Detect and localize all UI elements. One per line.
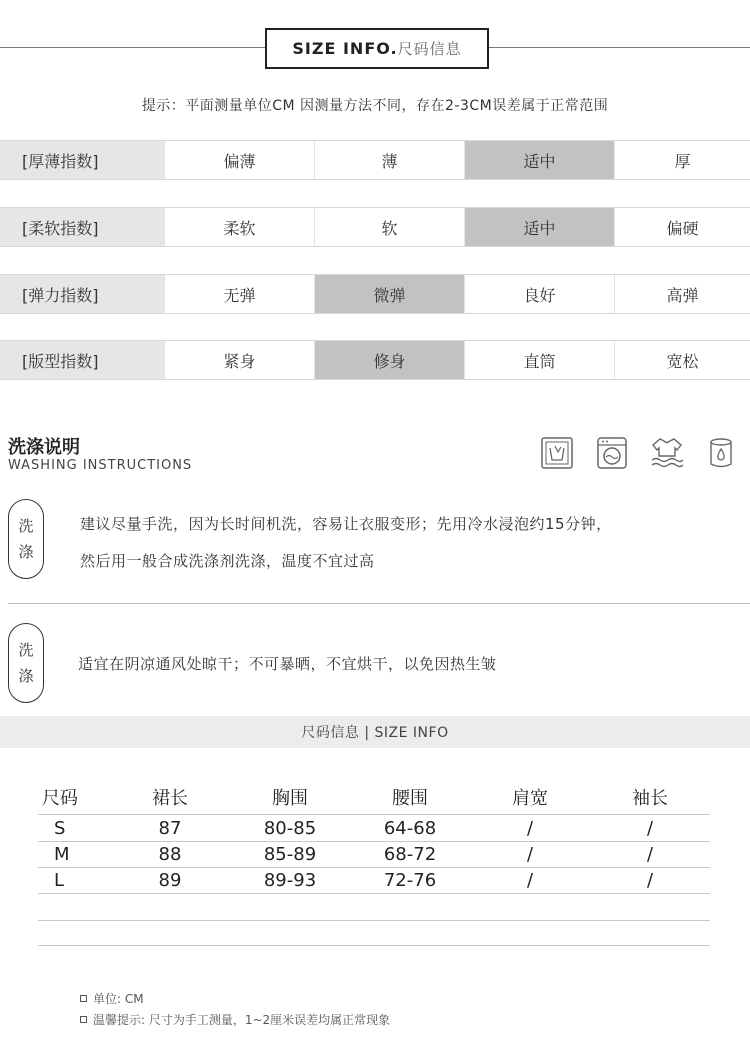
table-cell: / (526, 844, 534, 865)
index-option: 偏硬 (614, 208, 750, 246)
table-cell: 88 (158, 844, 182, 865)
index-option: 良好 (464, 275, 614, 313)
index-option-selected: 微弹 (314, 275, 464, 313)
index-option: 薄 (314, 141, 464, 179)
size-info-band: 尺码信息 | SIZE INFO (0, 716, 750, 748)
index-option: 紧身 (164, 341, 314, 379)
table-cell: 72-76 (383, 870, 437, 891)
table-cell: / (526, 817, 534, 839)
table-rule (38, 945, 710, 946)
index-option: 高弹 (614, 275, 750, 313)
washing-machine-icon (595, 436, 629, 470)
index-row-fit (0, 340, 750, 380)
table-rule (38, 893, 710, 894)
index-option: 无弹 (164, 275, 314, 313)
table-cell: 68-72 (383, 844, 437, 865)
bullet-square-icon (80, 1016, 87, 1023)
column-header: 腰围 (392, 788, 428, 809)
badge-char: 洗 (18, 641, 34, 659)
table-row (38, 815, 710, 841)
index-row-softness (0, 207, 750, 247)
table-cell: 64-68 (383, 817, 437, 839)
detergent-icon (704, 436, 738, 470)
washing-title: 洗涤说明 (8, 437, 80, 458)
bullet-square-icon (80, 995, 87, 1002)
measure-hint: 提示：平面测量单位CM 因测量方法不同，存在2-3CM误差属于正常范围 (141, 98, 609, 114)
index-option: 柔软 (164, 208, 314, 246)
title-en: SIZE INFO. (292, 39, 398, 58)
index-label: [弹力指数] (0, 275, 164, 313)
table-row (38, 842, 710, 867)
column-header: 尺码 (42, 788, 78, 809)
table-cell: 85-89 (263, 844, 317, 865)
badge-char: 涤 (18, 543, 34, 561)
index-row-elasticity (0, 274, 750, 314)
index-label: [版型指数] (0, 341, 164, 379)
footnote-tip (80, 1011, 390, 1028)
table-cell: 89-93 (263, 870, 317, 891)
index-option-selected: 适中 (464, 141, 614, 179)
wash-text-line: 建议尽量手洗，因为长时间机洗，容易让衣服变形；先用冷水浸泡约15分钟， (80, 515, 612, 533)
footnote-text: 单位: CM (93, 992, 144, 1006)
index-label: [厚薄指数] (0, 141, 164, 179)
index-option-selected: 适中 (464, 208, 614, 246)
table-cell: 87 (158, 817, 182, 839)
table-cell: 89 (158, 870, 182, 891)
table-row (38, 868, 710, 893)
size-table (38, 782, 710, 946)
column-header: 肩宽 (512, 788, 548, 809)
wash-badge (8, 499, 44, 579)
index-option: 厚 (614, 141, 750, 179)
tshirt-soak-icon (650, 436, 684, 470)
column-header: 袖长 (632, 788, 668, 809)
table-cell: M (54, 844, 70, 865)
table-rule (38, 920, 710, 921)
badge-char: 洗 (18, 517, 34, 535)
table-cell: / (526, 870, 534, 891)
dry-text: 适宜在阴凉通风处晾干；不可暴晒，不宜烘干，以免因热生皱 (78, 655, 497, 673)
footnote-unit (80, 990, 144, 1007)
index-option-selected: 修身 (314, 341, 464, 379)
table-cell: L (54, 870, 65, 891)
footnote-text: 温馨提示: 尺寸为手工测量，1~2厘米误差均属正常现象 (93, 1013, 391, 1027)
column-header: 裙长 (152, 788, 188, 809)
index-option: 直筒 (464, 341, 614, 379)
hand-wash-icon (540, 436, 574, 470)
table-cell: / (646, 817, 654, 839)
column-header: 胸围 (272, 788, 308, 809)
table-header (38, 782, 710, 812)
index-option: 软 (314, 208, 464, 246)
wash-divider (8, 603, 750, 604)
index-label: [柔软指数] (0, 208, 164, 246)
table-cell: S (54, 817, 66, 839)
dry-badge (8, 623, 44, 703)
title-line-right (489, 47, 750, 48)
index-option: 偏薄 (164, 141, 314, 179)
page-title (265, 28, 489, 69)
wash-text-line: 然后用一般合成洗涤剂洗涤，温度不宜过高 (80, 552, 375, 570)
title-cn: 尺码信息 (397, 40, 462, 58)
table-cell: / (646, 870, 654, 891)
badge-char: 涤 (18, 667, 34, 685)
index-row-thickness (0, 140, 750, 180)
table-cell: / (646, 844, 654, 865)
index-option: 宽松 (614, 341, 750, 379)
table-cell: 80-85 (263, 817, 317, 839)
title-line-left (0, 47, 265, 48)
washing-subtitle: WASHING INSTRUCTIONS (8, 458, 193, 473)
